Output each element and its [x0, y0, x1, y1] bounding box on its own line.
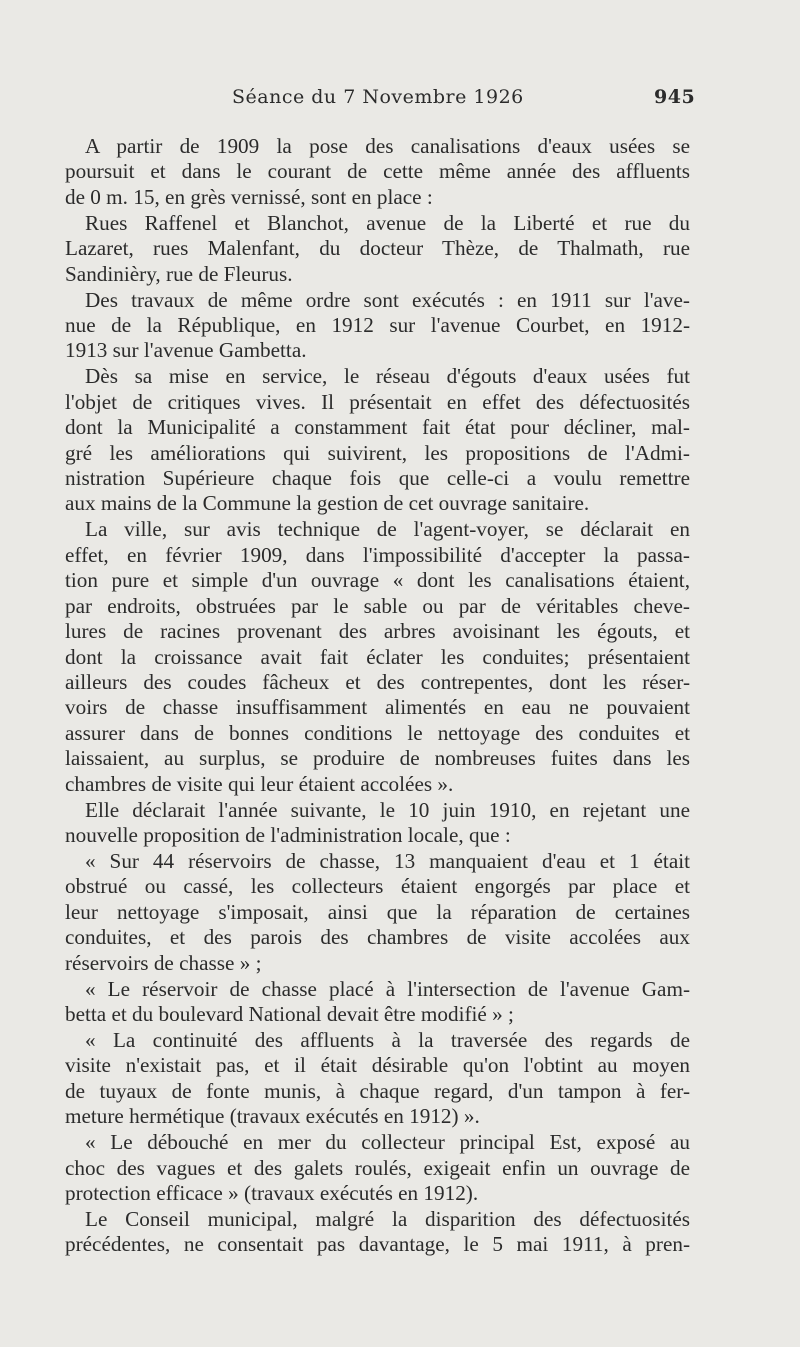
text-line: nouvelle proposition de l'administration locale, que : [65, 822, 511, 847]
text-line: nistration Supérieure chaque fois que celle-ci a voulu remettre [65, 466, 690, 491]
text-line: tion pure et simple d'un ouvrage « dont les canalisations étaient, [65, 568, 690, 593]
text-line: La ville, sur avis technique de l'agent-voyer, se déclarait en [85, 517, 690, 542]
text-line: précédentes, ne consentait pas davantage, le 5 mai 1911, à pren- [65, 1232, 690, 1257]
text-line: 1913 sur l'avenue Gambetta. [65, 338, 307, 363]
paragraph [45, 1130, 690, 1206]
text-line: « Le débouché en mer du collecteur principal Est, exposé au [85, 1130, 690, 1155]
paragraph [45, 849, 690, 976]
running-header [0, 86, 800, 116]
text-line: effet, en février 1909, dans l'impossibilité d'accepter la passa- [65, 542, 690, 567]
text-line: « Sur 44 réservoirs de chasse, 13 manquaient d'eau et 1 était [85, 848, 690, 873]
text-line: assurer dans de bonnes conditions le nettoyage des conduites et [65, 720, 690, 745]
text-line: conduites, et des parois des chambres de visite accolées aux [65, 925, 690, 950]
text-line: Lazaret, rues Malenfant, du docteur Thèze, de Thalmath, rue [65, 236, 690, 261]
paragraph [45, 798, 690, 849]
text-line: meture hermétique (travaux exécutés en 1912) ». [65, 1104, 480, 1129]
text-line: voirs de chasse insuffisamment alimentés en eau ne pouvaient [65, 695, 690, 720]
paragraph [45, 364, 690, 516]
paragraph [45, 1028, 690, 1130]
text-line: de 0 m. 15, en grès vernissé, sont en place : [65, 184, 433, 209]
text-line: dont la croissance avait fait éclater les conduites; présentaient [65, 644, 690, 669]
text-line: betta et du boulevard National devait être modifié » ; [65, 1001, 514, 1026]
paragraph [45, 977, 690, 1028]
text-line: obstrué ou cassé, les collecteurs étaient engorgés par place et [65, 874, 690, 899]
text-line: par endroits, obstruées par le sable ou par de véritables cheve- [65, 593, 690, 618]
text-body [45, 134, 690, 1258]
paragraph [45, 288, 690, 364]
text-line: laissaient, au surplus, se produire de nombreuses fuites dans les [65, 746, 690, 771]
text-line: protection efficace » (travaux exécutés en 1912). [65, 1181, 479, 1205]
paragraph [45, 1207, 690, 1258]
text-line: gré les améliorations qui suivirent, les propositions de l'Admi- [65, 440, 690, 465]
text-line: l'objet de critiques vives. Il présentait en effet des défectuosités [65, 389, 690, 414]
text-line: Dès sa mise en service, le réseau d'égouts d'eaux usées fut [85, 364, 690, 389]
text-line: dont la Municipalité a constamment fait état pour décliner, mal- [65, 415, 690, 440]
text-line: Elle déclarait l'année suivante, le 10 juin 1910, en rejetant une [85, 797, 690, 822]
text-line: leur nettoyage s'imposait, ainsi que la réparation de certaines [65, 899, 690, 924]
text-line: visite n'existait pas, et il était désirable qu'on l'obtint au moyen [65, 1053, 690, 1078]
text-line: Des travaux de même ordre sont exécutés : en 1911 sur l'ave- [85, 287, 690, 312]
text-line: A partir de 1909 la pose des canalisations d'eaux usées se [85, 134, 690, 158]
text-line: chambres de visite qui leur étaient accolées ». [65, 771, 454, 796]
text-line: de tuyaux de fonte munis, à chaque regard, d'un tampon à fer- [65, 1078, 690, 1103]
text-line: Le Conseil municipal, malgré la disparition des défectuosités [85, 1207, 690, 1231]
text-line: poursuit et dans le courant de cette même année des affluents [65, 159, 690, 184]
text-line: lures de racines provenant des arbres avoisinant les égouts, et [65, 619, 690, 644]
paragraph [45, 517, 690, 796]
text-line: réservoirs de chasse » ; [65, 950, 262, 975]
paragraph [45, 134, 690, 210]
text-line: Sandinièry, rue de Fleurus. [65, 261, 293, 286]
text-line: ailleurs des coudes fâcheux et des contrepentes, dont les réser- [65, 669, 690, 694]
running-title: Séance du 7 Novembre 1926 [232, 86, 524, 108]
paragraph [45, 211, 690, 287]
text-line: choc des vagues et des galets roulés, exigeait enfin un ouvrage de [65, 1155, 690, 1180]
text-line: nue de la République, en 1912 sur l'avenue Courbet, en 1912- [65, 313, 690, 338]
text-line: « Le réservoir de chasse placé à l'intersection de l'avenue Gam- [85, 976, 690, 1001]
text-line: Rues Raffenel et Blanchot, avenue de la Liberté et rue du [85, 210, 690, 235]
text-line: « La continuité des affluents à la traversée des regards de [85, 1027, 690, 1052]
page-number: 945 [654, 86, 696, 108]
text-line: aux mains de la Commune la gestion de cet ouvrage sanitaire. [65, 491, 590, 516]
